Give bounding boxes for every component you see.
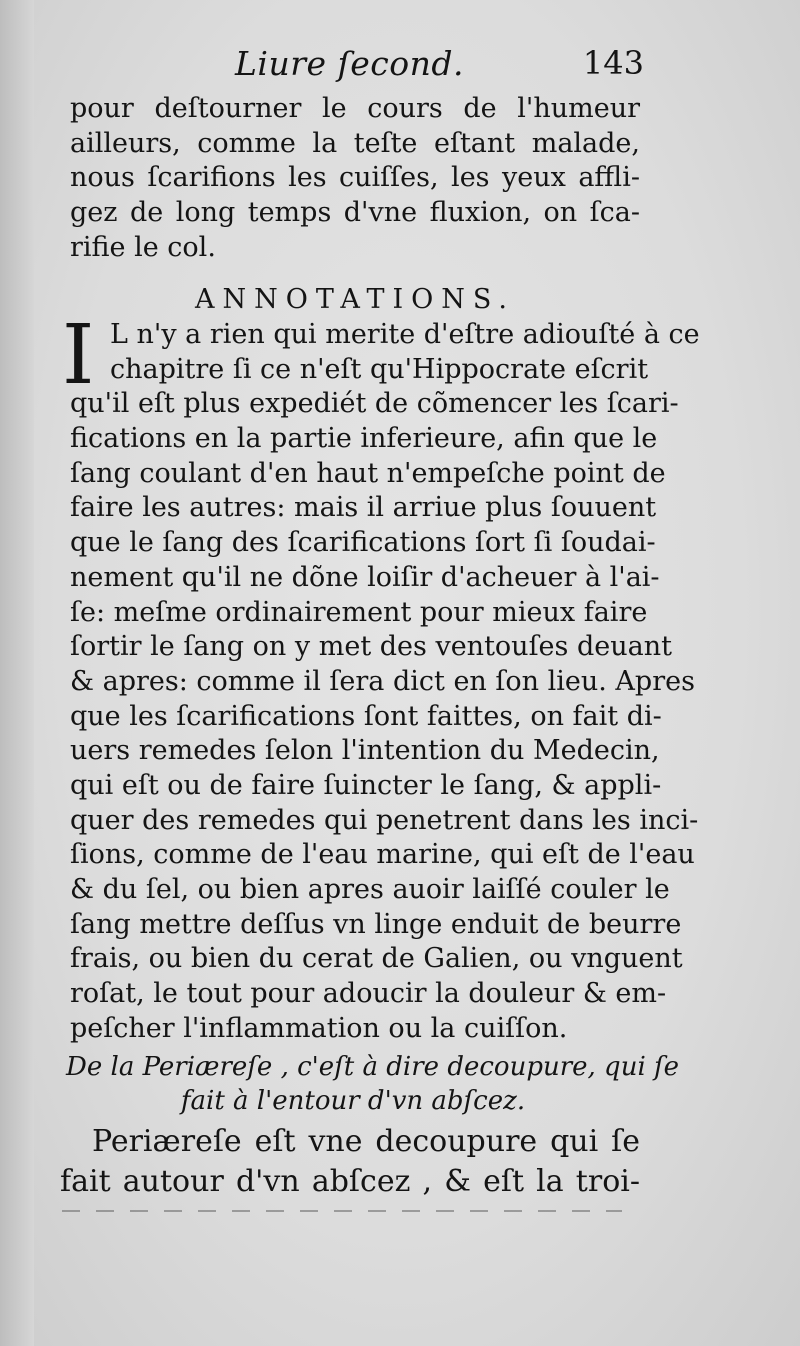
section-heading — [66, 1050, 680, 1118]
text-line: quer des remedes qui penetrent dans les inci- — [70, 804, 699, 836]
text-line: Periæreſe eſt vne decoupure qui ſe — [92, 1124, 640, 1159]
text-line: que le ſang des ſcarifications ſort ſi ſoudai- — [70, 527, 656, 559]
drop-cap: I — [62, 308, 95, 403]
page-gutter-shadow — [0, 0, 34, 1346]
text-line: frais, ou bien du cerat de Galien, ou vnguent — [70, 943, 683, 975]
text-line: roſat, le tout pour adoucir la douleur & em- — [70, 978, 667, 1010]
text-line: chapitre ſi ce n'eſt qu'Hippocrate eſcrit — [110, 353, 649, 385]
running-head: Liure ſecond. — [235, 44, 464, 83]
text-line: gez de long temps d'vne fluxion, on ſca- — [70, 197, 640, 229]
annotations-text-block — [62, 308, 700, 1046]
text-line: rifie le col. — [70, 231, 216, 263]
section-heading-line: De la Periæreſe , c'eſt à dire decoupure, qui ſe — [66, 1052, 680, 1082]
annotations-heading: ANNOTATIONS. — [195, 284, 515, 315]
text-line: & apres: comme il ſera dict en ſon lieu. Apres — [70, 665, 695, 697]
text-line: pour deſtourner le cours de l'humeur — [70, 93, 640, 124]
text-line: ailleurs, comme la teſte eſtant malade, — [70, 127, 640, 159]
text-line: qu'il eſt plus expediét de cõmencer les ſcari- — [70, 388, 679, 420]
page-header — [60, 36, 644, 92]
text-line: fait autour d'vn abſcez , & eſt la troi- — [60, 1164, 640, 1199]
text-line: nous ſcarifions les cuiſſes, les yeux affli- — [70, 162, 640, 194]
text-line: & du ſel, ou bien apres auoir laiſſé couler le — [70, 874, 670, 905]
text-line: L n'y a rien qui merite d'eſtre adiouſté à ce — [110, 319, 700, 350]
page-number: 143 — [582, 44, 644, 82]
text-line: peſcher l'inflammation ou la cuiſſon. — [70, 1012, 568, 1044]
text-line: ſang coulant d'en haut n'empeſche point de — [70, 457, 666, 489]
text-line: faire les autres: mais il arriue plus ſouuent — [70, 492, 657, 524]
main-text-block — [70, 92, 640, 265]
section-text-block — [60, 1122, 640, 1202]
text-line: fications en la partie inferieure, afin que le — [70, 423, 658, 455]
text-line: ſe: meſme ordinairement pour mieux faire — [70, 596, 648, 628]
text-line: nement qu'il ne dõne loiſir d'acheuer à l'ai- — [70, 561, 660, 593]
text-line: ſang mettre deſſus vn linge enduit de beurre — [70, 908, 682, 940]
text-line: que les ſcarifications ſont faittes, on fait di- — [70, 700, 662, 732]
text-line: uers remedes ſelon l'intention du Medecin, — [70, 735, 660, 767]
text-line: ſions, comme de l'eau marine, qui eſt de l'eau — [70, 839, 695, 871]
text-line: ſortir le ſang on y met des ventouſes deuant — [70, 631, 672, 663]
text-line: qui eſt ou de faire ſuincter le ſang, & appli- — [70, 769, 662, 801]
page-bottom-rule — [62, 1210, 622, 1212]
section-heading-line: fait à l'entour d'vn abſcez. — [180, 1086, 526, 1116]
